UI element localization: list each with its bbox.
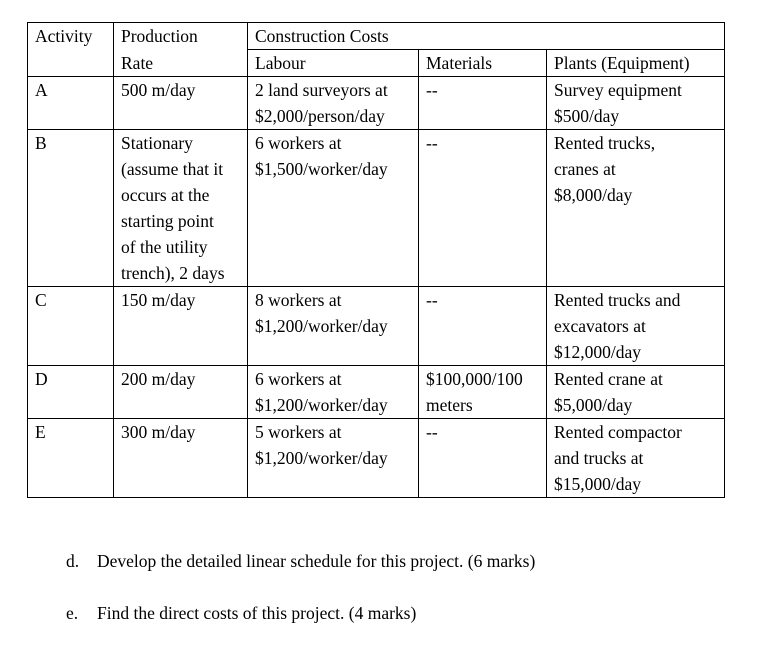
labour-cell: 2 land surveyors at $2,000/person/day (248, 77, 419, 130)
header-production-rate-1: Production (114, 23, 248, 50)
plants-cell: Survey equipment $500/day (547, 77, 725, 130)
labour-cell: 8 workers at $1,200/worker/day (248, 287, 419, 366)
activity-cell: A (28, 77, 114, 130)
materials-cell: -- (419, 130, 547, 287)
table-row (28, 287, 725, 366)
plants-cell: Rented trucks and excavators at $12,000/day (547, 287, 725, 366)
materials-cell: -- (419, 419, 547, 498)
labour-cell: 5 workers at $1,200/worker/day (248, 419, 419, 498)
question-text: Develop the detailed linear schedule for this project. (6 marks) (97, 551, 536, 571)
rate-cell: 500 m/day (114, 77, 248, 130)
question-text: Find the direct costs of this project. (4 marks) (97, 603, 417, 623)
header-activity-blank (28, 50, 114, 77)
rate-cell: 150 m/day (114, 287, 248, 366)
plants-cell: Rented crane at $5,000/day (547, 366, 725, 419)
header-materials: Materials (419, 50, 547, 77)
table-row (28, 419, 725, 498)
materials-cell: -- (419, 287, 547, 366)
activity-cell: C (28, 287, 114, 366)
materials-cell: -- (419, 77, 547, 130)
labour-cell: 6 workers at $1,500/worker/day (248, 130, 419, 287)
activity-cell: B (28, 130, 114, 287)
header-activity: Activity (28, 23, 114, 50)
rate-cell: 200 m/day (114, 366, 248, 419)
rate-cell: Stationary (assume that it occurs at the starting point of the utility trench), 2 days (114, 130, 248, 287)
header-plants: Plants (Equipment) (547, 50, 725, 77)
rate-cell: 300 m/day (114, 419, 248, 498)
plants-cell: Rented compactor and trucks at $15,000/day (547, 419, 725, 498)
construction-costs-table (27, 22, 725, 498)
labour-cell: 6 workers at $1,200/worker/day (248, 366, 419, 419)
question-letter: d. (66, 551, 80, 571)
header-production-rate-2: Rate (114, 50, 248, 77)
plants-cell: Rented trucks, cranes at $8,000/day (547, 130, 725, 287)
header-construction-costs: Construction Costs (248, 23, 725, 50)
table-row (28, 130, 725, 287)
question-letter: e. (66, 603, 79, 623)
activity-cell: D (28, 366, 114, 419)
activity-cell: E (28, 419, 114, 498)
materials-cell: $100,000/100 meters (419, 366, 547, 419)
header-labour: Labour (248, 50, 419, 77)
table-row (28, 366, 725, 419)
table-row (28, 77, 725, 130)
